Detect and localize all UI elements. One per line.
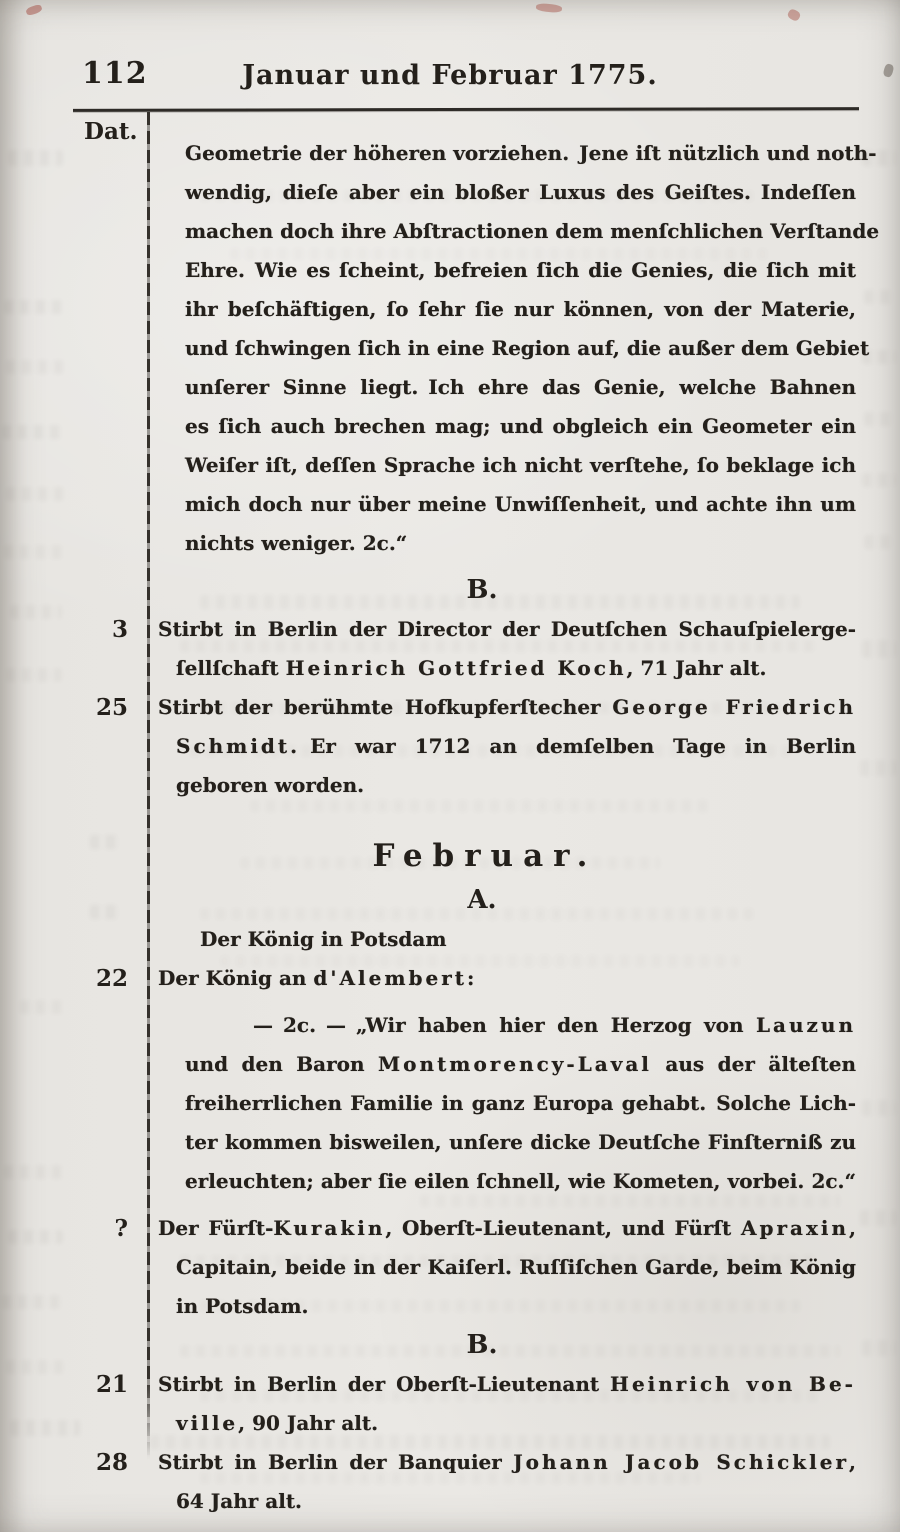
- text-segment: freiherrlichen Familie in ganz Europa gehabt. Solche Lich-: [185, 1091, 856, 1115]
- text-line: [185, 407, 856, 446]
- entry-text: [158, 1209, 856, 1326]
- text-segment: Er war 1712 an demſelben Tage in Berlin: [300, 734, 856, 758]
- january-quote-continuation: [185, 134, 880, 563]
- text-line: [158, 1482, 856, 1521]
- text-line: [185, 290, 856, 329]
- text-segment: mich doch nur über meine Unwiſſenheit, und achte ihn um: [185, 492, 856, 516]
- text-segment: 64 Jahr alt.: [176, 1489, 303, 1513]
- text-segment: geboren worden.: [176, 773, 365, 797]
- text-line: [185, 251, 856, 290]
- entry-text: [158, 688, 856, 805]
- king-letter-quote: [185, 1006, 856, 1201]
- text-line: [158, 1404, 856, 1443]
- text-line: [158, 959, 856, 998]
- entry-jan-25: [0, 688, 900, 805]
- section-b-january: B.: [466, 575, 498, 605]
- running-header-title: Januar und Februar 1775.: [242, 60, 658, 91]
- letterspaced-name: Montmorency-Laval: [378, 1052, 652, 1076]
- page-number: 112: [82, 56, 148, 91]
- text-segment: und den Baron: [185, 1052, 379, 1076]
- text-line: [185, 524, 856, 563]
- text-line: [185, 1123, 856, 1162]
- letterspaced-name: George Friedrich: [612, 695, 856, 719]
- text-segment: Der König in Potsdam: [200, 927, 447, 951]
- text-segment: und ſchwingen ſich in eine Region auf, die außer dem Gebiet: [185, 336, 870, 360]
- letterspaced-name: ville: [176, 1411, 239, 1435]
- text-segment: Stirbt der berühmte Hofkupferſtecher: [158, 695, 613, 719]
- entry-jan-3: [0, 610, 900, 688]
- text-segment: Stirbt in Berlin der Oberſt-Lieutenant: [158, 1372, 611, 1396]
- text-segment: , 90 Jahr alt.: [238, 1411, 379, 1435]
- text-line: [185, 173, 856, 212]
- text-line: [158, 1287, 856, 1326]
- text-segment: ter kommen bisweilen, unſere dicke Deutſche Finſterniß zu: [185, 1130, 856, 1154]
- text-line: [185, 212, 880, 251]
- text-line: [185, 134, 877, 173]
- entry-text: [158, 1365, 856, 1443]
- entry-feb-28: [0, 1443, 900, 1521]
- text-line: [185, 1006, 856, 1045]
- header-rule: [73, 107, 859, 112]
- text-line: [185, 920, 856, 959]
- text-line: [185, 446, 856, 485]
- text-segment: Der König an: [158, 966, 314, 990]
- text-segment: — 2c. — „Wir haben hier den Herzog von: [253, 1013, 756, 1037]
- text-line: [158, 1365, 856, 1404]
- text-segment: Stirbt in Berlin der Banquier: [158, 1450, 514, 1474]
- text-segment: , 71 Jahr alt.: [626, 656, 767, 680]
- text-segment: erleuchten; aber ſie eilen ſchnell, wie Kometen, vorbei. 2c.“: [185, 1169, 856, 1193]
- entry-date-label: 22: [95, 965, 128, 992]
- page-body-text: [0, 134, 900, 1521]
- text-line: [185, 1162, 856, 1201]
- text-segment: ,: [849, 1450, 856, 1474]
- entry-text: [158, 610, 856, 688]
- text-segment: aus der älteſten: [651, 1052, 856, 1076]
- text-line: [185, 1084, 856, 1123]
- date-column-header: Dat.: [84, 118, 138, 145]
- text-line: [185, 329, 870, 368]
- text-line: [158, 727, 856, 766]
- text-line: [158, 1209, 856, 1248]
- text-line: [158, 1248, 856, 1287]
- text-segment: wendig, dieſe aber ein bloßer Luxus des Geiſtes. Indeſſen: [185, 180, 856, 204]
- text-line: [158, 688, 856, 727]
- letterspaced-name: Heinrich von Be-: [610, 1372, 856, 1396]
- text-line: [185, 485, 856, 524]
- letterspaced-name: Kurakin: [273, 1216, 386, 1240]
- text-segment: , Oberſt-Lieutenant, und Fürſt: [385, 1216, 741, 1240]
- text-segment: machen doch ihre Abſtractionen dem menſchlichen Verſtande: [185, 219, 880, 243]
- text-segment: Stirbt in Berlin der Director der Deutſchen Schauſpielerge-: [158, 617, 856, 641]
- text-line: [158, 610, 856, 649]
- month-heading-february: Februar.: [372, 838, 598, 874]
- entry-date-label: ?: [114, 1215, 128, 1242]
- text-segment: ſellſchaft: [176, 656, 286, 680]
- scan-speck: [536, 3, 563, 13]
- scan-speck: [786, 8, 801, 23]
- entry-text: [158, 959, 856, 998]
- entry-feb-22: [0, 959, 900, 998]
- letterspaced-name: Lauzun: [755, 1013, 856, 1037]
- letterspaced-name: d'Alembert: [313, 966, 467, 990]
- scan-speck: [25, 4, 43, 17]
- section-b-february: B.: [466, 1330, 498, 1360]
- entry-date-label: 25: [95, 694, 128, 721]
- text-segment: Geometrie der höheren vorziehen. Jene iſt nützlich und noth-: [185, 141, 877, 165]
- entry-text: [158, 1443, 856, 1521]
- text-line: [158, 766, 856, 805]
- letterspaced-name: Johann Jacob Schickler: [513, 1450, 850, 1474]
- text-segment: :: [467, 966, 475, 990]
- text-line: [158, 649, 856, 688]
- text-segment: nichts weniger. 2c.“: [185, 531, 408, 555]
- letterspaced-name: Schmidt.: [176, 734, 301, 758]
- text-segment: ihr beſchäftigen, ſo ſehr ſie nur können, von der Materie,: [185, 297, 856, 321]
- entry-feb-21: [0, 1365, 900, 1443]
- text-segment: unſerer Sinne liegt. Ich ehre das Genie, welche Bahnen: [185, 375, 856, 399]
- text-line: [185, 368, 856, 407]
- text-segment: in Potsdam.: [176, 1294, 309, 1318]
- text-segment: ,: [849, 1216, 856, 1240]
- entry-date-label: 3: [111, 616, 128, 643]
- entry-feb-unknown-date: [0, 1209, 900, 1326]
- text-segment: Capitain, beide in der Kaiſerl. Ruſſiſchen Garde, beim König: [176, 1255, 856, 1279]
- text-segment: Der Fürſt-: [158, 1216, 274, 1240]
- text-line: [158, 1443, 856, 1482]
- letterspaced-name: Heinrich Gottfried Koch: [285, 656, 627, 680]
- text-segment: es ſich auch brechen mag; und obgleich ein Geometer ein: [185, 414, 856, 438]
- king-in-potsdam: [185, 920, 856, 959]
- entry-date-label: 28: [95, 1449, 128, 1476]
- letterspaced-name: Apraxin: [740, 1216, 850, 1240]
- entry-date-label: 21: [95, 1371, 128, 1398]
- text-segment: Ehre. Wie es ſcheint, befreien ſich die Genies, die ſich mit: [185, 258, 856, 282]
- section-a-february: A.: [467, 885, 497, 915]
- text-segment: Weiſer iſt, deſſen Sprache ich nicht verſtehe, ſo beklage ich: [185, 453, 856, 477]
- text-line: [185, 1045, 856, 1084]
